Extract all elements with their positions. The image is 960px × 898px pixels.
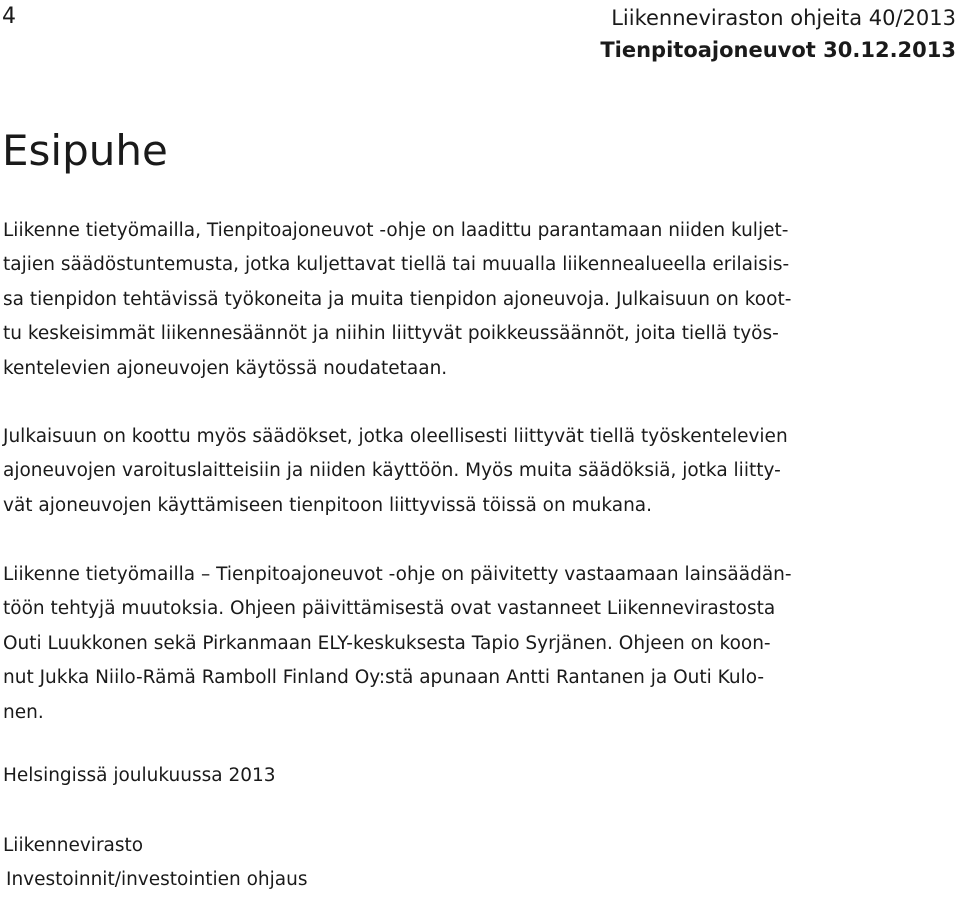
paragraph-line: vät ajoneuvojen käyttämiseen tienpitoon liittyvissä töissä on mukana. — [3, 494, 653, 516]
paragraph-line: nen. — [3, 701, 44, 723]
paragraph-line: töön tehtyjä muutoksia. Ohjeen päivittämisestä ovat vastanneet Liikennevirastosta — [3, 598, 776, 620]
paragraph-line: sa tienpidon tehtävissä työkoneita ja muita tienpidon ajoneuvoja. Julkaisuun on koot- — [3, 288, 792, 310]
page-title: Esipuhe — [2, 126, 168, 175]
publication-subtitle: Tienpitoajoneuvot 30.12.2013 — [600, 38, 956, 62]
running-header — [600, 2, 956, 66]
page-number: 4 — [2, 4, 16, 29]
paragraph-line: Outi Luukkonen sekä Pirkanmaan ELY-keskuksesta Tapio Syrjänen. Ohjeen on koon- — [3, 632, 771, 654]
signature-place-date: Helsingissä joulukuussa 2013 — [3, 765, 276, 786]
paragraph-2 — [3, 420, 955, 523]
signature-department: Investoinnit/investointien ohjaus — [6, 869, 308, 890]
paragraph-line: tajien säädöstuntemusta, jotka kuljettavat tiellä tai muualla liikennealueella erilaisis- — [3, 254, 790, 276]
paragraph-line: Liikenne tietyömailla – Tienpitoajoneuvot -ohje on päivitetty vastaamaan lainsäädän- — [3, 564, 792, 585]
paragraph-line: Julkaisuun on koottu myös säädökset, jotka oleellisesti liittyvät tiellä työskentelevien — [3, 426, 788, 447]
paragraph-line: tu keskeisimmät liikennesäännöt ja niihin liittyvät poikkeussäännöt, joita tiellä työs- — [3, 323, 779, 345]
publication-series: Liikenneviraston ohjeita 40/2013 — [611, 6, 956, 30]
paragraph-line: kentelevien ajoneuvojen käytössä noudatetaan. — [3, 357, 448, 379]
paragraph-line: nut Jukka Niilo-Rämä Ramboll Finland Oy:stä apunaan Antti Rantanen ja Outi Kulo- — [3, 667, 765, 689]
paragraph-line: Liikenne tietyömailla, Tienpitoajoneuvot -ohje on laadittu parantamaan niiden kuljet- — [3, 220, 789, 241]
paragraph-1 — [3, 214, 955, 386]
signature-organization: Liikennevirasto — [3, 835, 144, 856]
paragraph-3 — [3, 558, 955, 730]
paragraph-line: ajoneuvojen varoituslaitteisiin ja niiden käyttöön. Myös muita säädöksiä, jotka liitty- — [3, 460, 781, 482]
